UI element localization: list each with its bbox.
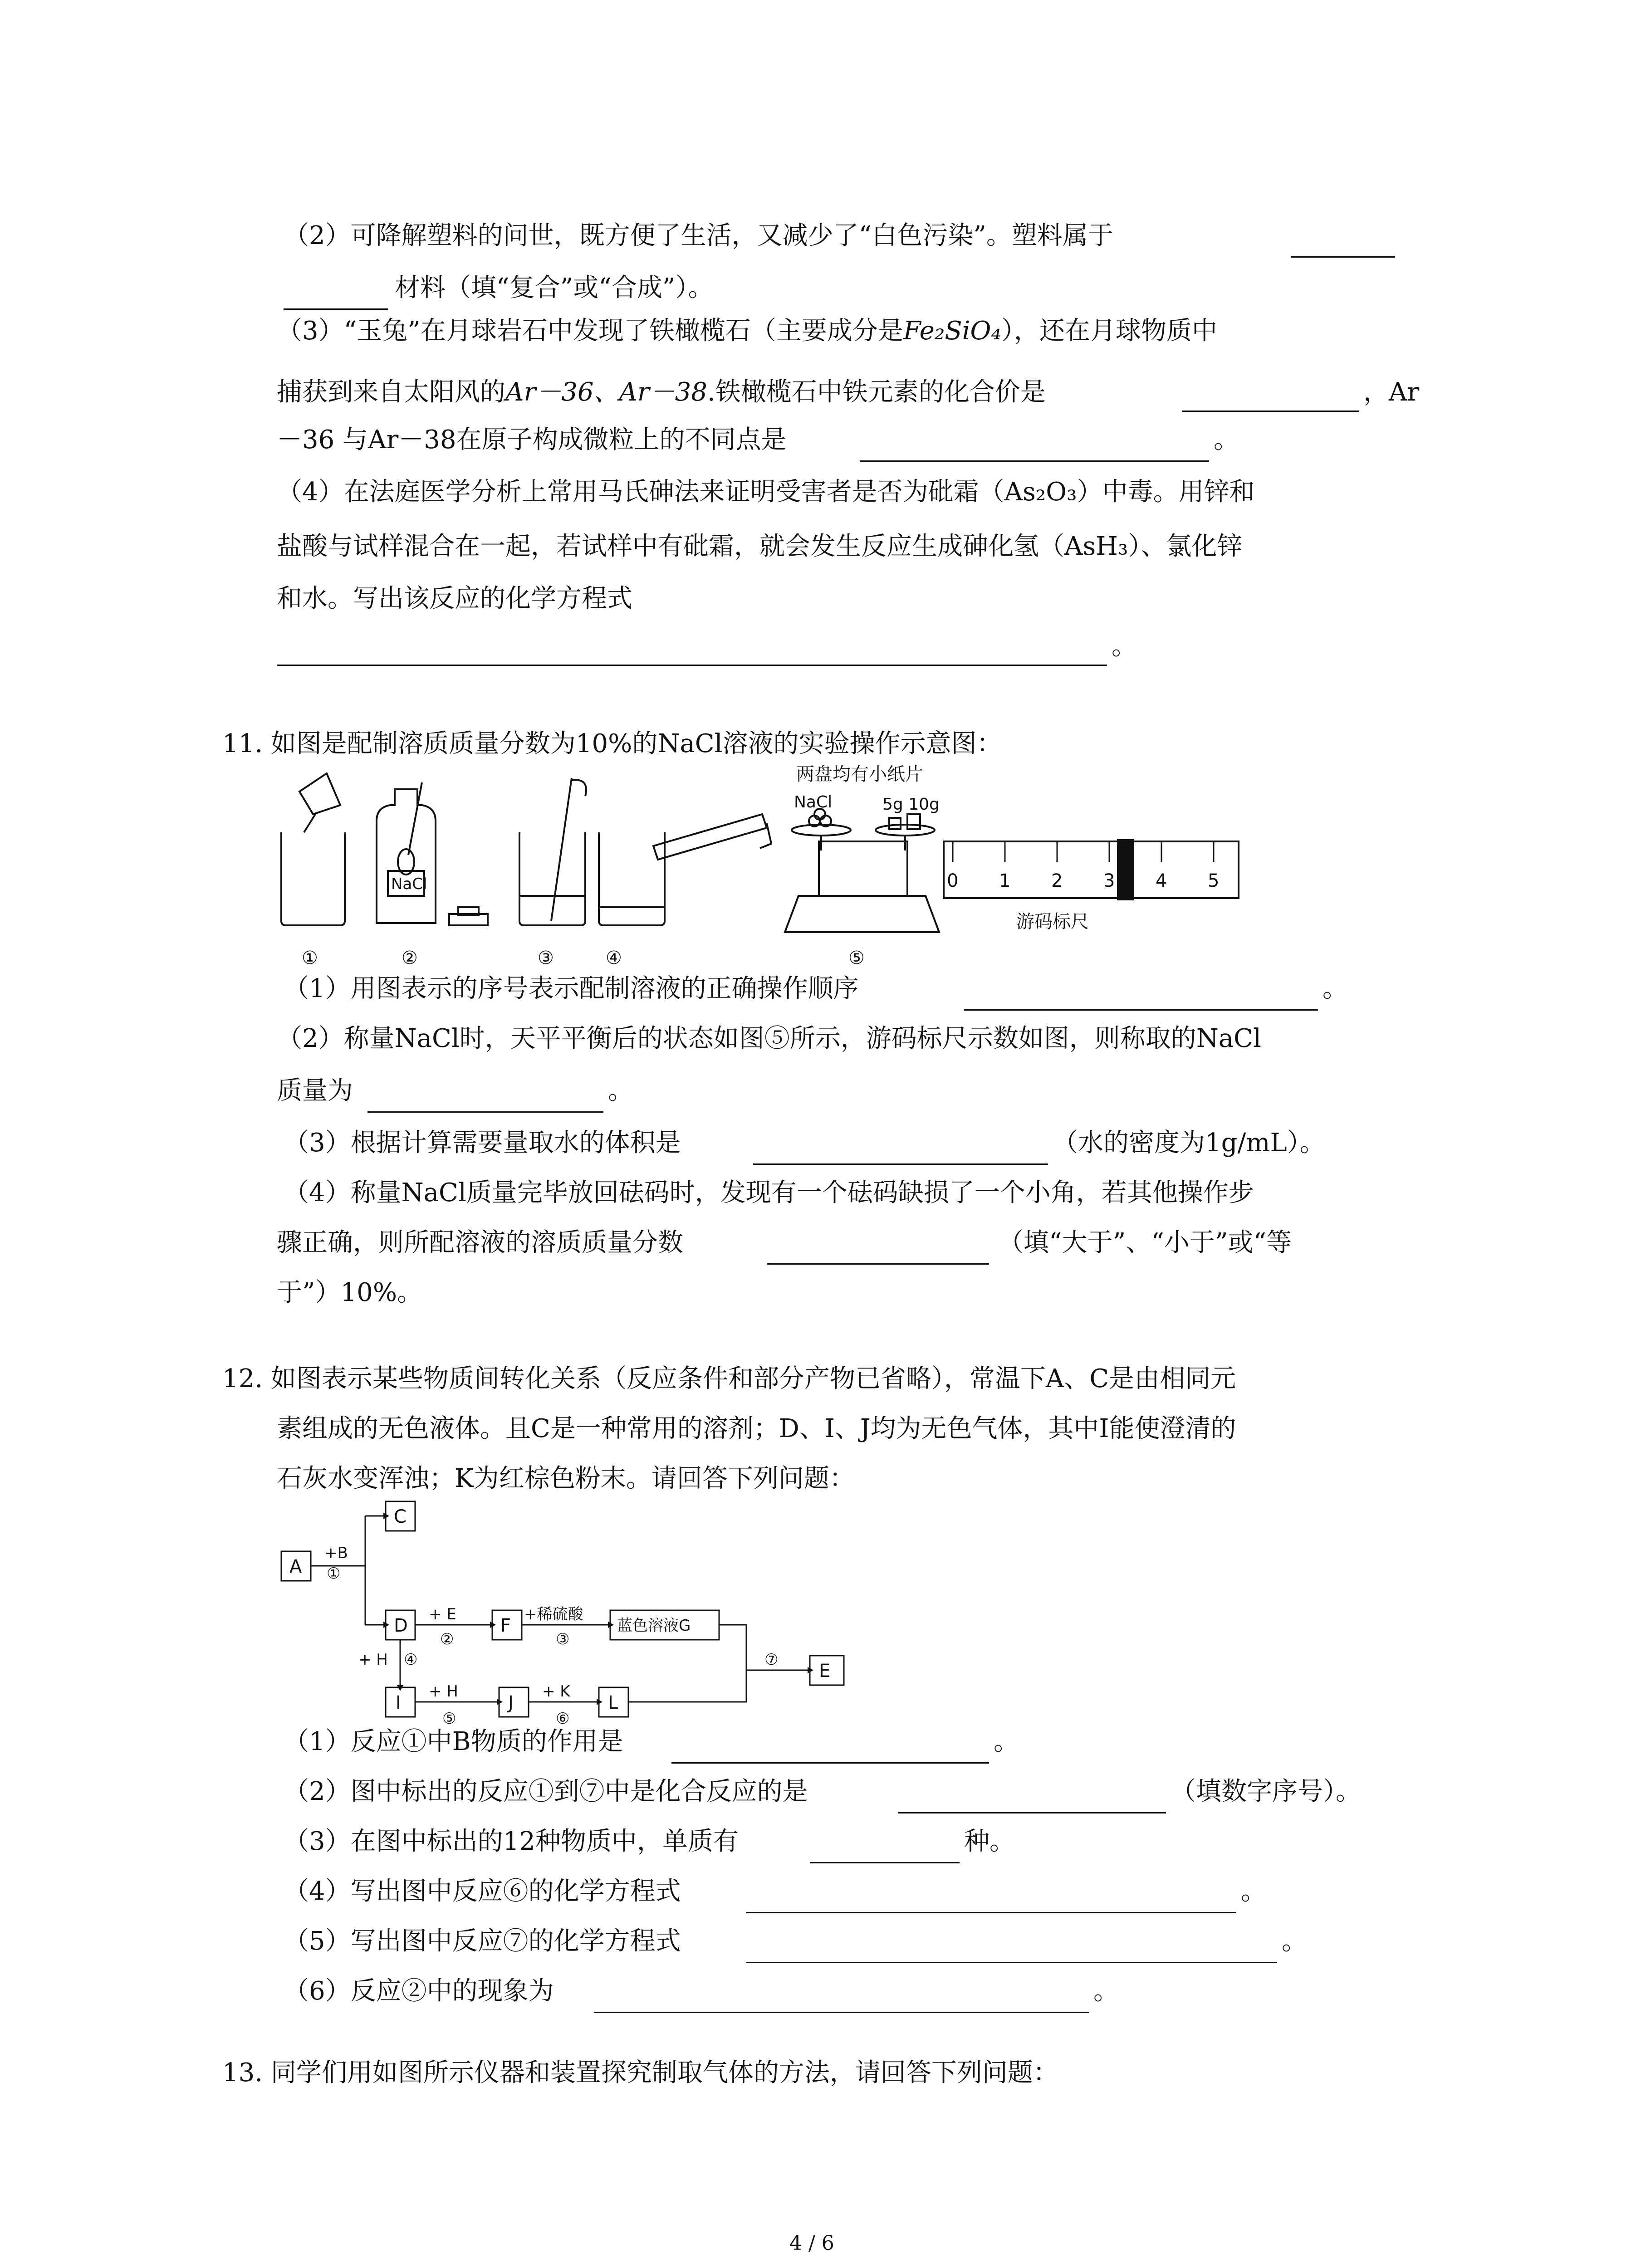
tick-0: 0 (947, 870, 959, 891)
label-reaction-1: ① (327, 1564, 341, 1583)
q12-part1: （1）反应①中B物质的作用是 (284, 1727, 623, 1756)
label-plus-K: + K (542, 1682, 570, 1701)
q11-stem: 11. 如图是配制溶质质量分数为10%的NaCl溶液的实验操作示意图： (222, 729, 1002, 758)
label-reaction-7: ⑦ (764, 1651, 779, 1669)
label-reaction-4: ④ (404, 1651, 418, 1669)
label-reaction-3: ③ (556, 1630, 570, 1648)
q10-part3-line2-end: ，Ar (1363, 377, 1420, 407)
q12-part4-end: 。 (1241, 1877, 1266, 1906)
tick-4: 4 (1156, 870, 1167, 891)
q11-part2-line1: （2）称量NaCl时，天平平衡后的状态如图⑤所示，游码标尺示数如图，则称取的NaCl (277, 1024, 1261, 1053)
label-plus-H-2: + H (429, 1682, 458, 1701)
q12-part6-end: 。 (1093, 1976, 1119, 2006)
q12-part6: （6）反应②中的现象为 (284, 1976, 554, 2006)
tick-1: 1 (999, 870, 1011, 891)
label-L: L (608, 1692, 618, 1713)
q12-part6-blank[interactable] (594, 2012, 1089, 2013)
q12-flow-diagram (272, 1495, 907, 1730)
label-C: C (394, 1506, 407, 1527)
label-plus-E: + E (429, 1605, 456, 1623)
q10-part4-end: 。 (1112, 631, 1137, 661)
label-reaction-6: ⑥ (556, 1710, 570, 1728)
q10-part2-blank-b[interactable] (284, 308, 388, 310)
label-J: J (508, 1692, 514, 1713)
box-J (499, 1687, 529, 1717)
q12-part3: （3）在图中标出的12种物质中，单质有 (284, 1827, 739, 1856)
q10-part2-line2: 材料（填“复合”或“合成”）。 (395, 273, 714, 303)
q11-part4-line2: 骤正确，则所配溶液的溶质质量分数 (277, 1228, 683, 1257)
q12-part5-blank[interactable] (746, 1962, 1277, 1963)
label-reaction-5: ⑤ (442, 1710, 456, 1728)
label-D: D (394, 1615, 408, 1636)
q11-part2-line2: 质量为 (277, 1076, 353, 1105)
label-E: E (819, 1661, 831, 1681)
label-plus-acid: +稀硫酸 (524, 1605, 583, 1623)
q11-part4-line1: （4）称量NaCl质量完毕放回砝码时，发现有一个砝码缺损了一个小角，若其他操作步 (284, 1178, 1254, 1207)
q12-part1-blank[interactable] (671, 1762, 989, 1764)
q11-figure (272, 764, 1248, 973)
ruler-label: 游码标尺 (1016, 911, 1089, 932)
q12-part4-blank[interactable] (746, 1912, 1236, 1913)
q12-stem-line1: 12. 如图表示某些物质间转化关系（反应条件和部分产物已省略），常温下A、C是由相同元 (222, 1364, 1236, 1393)
label-plus-H-1: + H (358, 1651, 388, 1669)
q10-part4-blank-equation[interactable] (277, 665, 1107, 666)
q12-part2: （2）图中标出的反应①到⑦中是化合反应的是 (284, 1777, 808, 1806)
step-2-label: ② (402, 948, 418, 968)
tick-2: 2 (1051, 870, 1063, 891)
q10-part3-line3: －36 与Ar－38在原子构成微粒上的不同点是 (277, 425, 787, 455)
q11-part4-line3: 于”）10%。 (277, 1278, 423, 1307)
tick-5: 5 (1208, 870, 1220, 891)
page-number: 4 / 6 (789, 2232, 834, 2255)
q10-part3-line3-end: 。 (1214, 425, 1239, 455)
q12-part1-end: 。 (994, 1727, 1019, 1756)
nacl-pan-label: NaCl (794, 793, 833, 811)
q11-part1-blank[interactable] (964, 1009, 1318, 1011)
weights-label: 5g 10g (882, 795, 940, 814)
label-F: F (500, 1615, 511, 1636)
ruler-ticks (953, 841, 1214, 862)
q10-part3-blank-difference[interactable] (860, 460, 1209, 462)
q10-part4-line2: 盐酸与试样混合在一起，若试样中有砒霜，就会发生反应生成砷化氢（AsH₃）、氯化锌 (277, 532, 1243, 561)
bottle-label: NaCl (391, 875, 427, 893)
q12-part4: （4）写出图中反应⑥的化学方程式 (284, 1877, 681, 1906)
q11-part4-line2-end: （填“大于”、“小于”或“等 (998, 1228, 1292, 1257)
q10-part4-line1: （4）在法庭医学分析上常用马氏砷法来证明受害者是否为砒霜（As₂O₃）中毒。用锌和 (277, 477, 1255, 507)
step-5-label: ⑤ (848, 948, 865, 968)
step-4-label: ④ (606, 948, 622, 968)
step-1-label: ① (302, 948, 318, 968)
q11-part1: （1）用图表示的序号表示配制溶液的正确操作顺序 (284, 974, 859, 1003)
q10-part2-blank-a[interactable] (1291, 256, 1395, 258)
q12-part3-blank[interactable] (810, 1862, 960, 1863)
label-G: 蓝色溶液G (617, 1617, 691, 1635)
q10-part2-line1: （2）可降解塑料的问世，既方便了生活，又减少了“白色污染”。塑料属于 (284, 221, 1113, 250)
q10-part4-line3: 和水。写出该反应的化学方程式 (277, 584, 632, 613)
label-reaction-2: ② (440, 1630, 454, 1648)
q11-part3: （3）根据计算需要量取水的体积是 (284, 1128, 681, 1158)
q10-part3-line2: 捕获到来自太阳风的Ar－36、Ar－38.铁橄榄石中铁元素的化合价是 (277, 377, 1046, 407)
q10-part3-blank-valence[interactable] (1182, 411, 1359, 412)
ruler-rider (1117, 839, 1134, 900)
q11-part2-end: 。 (608, 1076, 633, 1105)
q11-part3-end: （水的密度为1g/mL）。 (1053, 1128, 1325, 1158)
q12-part2-blank[interactable] (898, 1812, 1166, 1813)
label-I: I (396, 1692, 401, 1713)
q12-part5-end: 。 (1282, 1926, 1307, 1956)
q11-part2-blank[interactable] (367, 1111, 603, 1113)
q12-stem-line3: 石灰水变浑浊；K为红棕色粉末。请回答下列问题： (277, 1464, 855, 1493)
q12-part5: （5）写出图中反应⑦的化学方程式 (284, 1926, 681, 1956)
q11-part1-end: 。 (1323, 974, 1348, 1003)
q11-part4-blank[interactable] (767, 1263, 989, 1265)
step-3-label: ③ (538, 948, 554, 968)
q12-part2-end: （填数字序号）。 (1171, 1777, 1361, 1806)
label-A: A (289, 1556, 302, 1577)
pan-note: 两盘均有小纸片 (796, 764, 923, 785)
q10-part3-line1: （3）“玉兔”在月球岩石中发现了铁橄榄石（主要成分是Fe₂SiO₄），还在月球物质中 (277, 316, 1217, 346)
q12-part3-end: 种。 (964, 1827, 1015, 1856)
q13-stem: 13. 同学们用如图所示仪器和装置探究制取气体的方法，请回答下列问题： (222, 2058, 1058, 2087)
q11-part3-blank[interactable] (753, 1163, 1048, 1165)
q12-stem-line2: 素组成的无色液体。且C是一种常用的溶剂；D、I、J均为无色气体，其中I能使澄清的 (277, 1414, 1236, 1443)
label-plus-B: +B (324, 1544, 348, 1562)
tick-3: 3 (1103, 870, 1115, 891)
